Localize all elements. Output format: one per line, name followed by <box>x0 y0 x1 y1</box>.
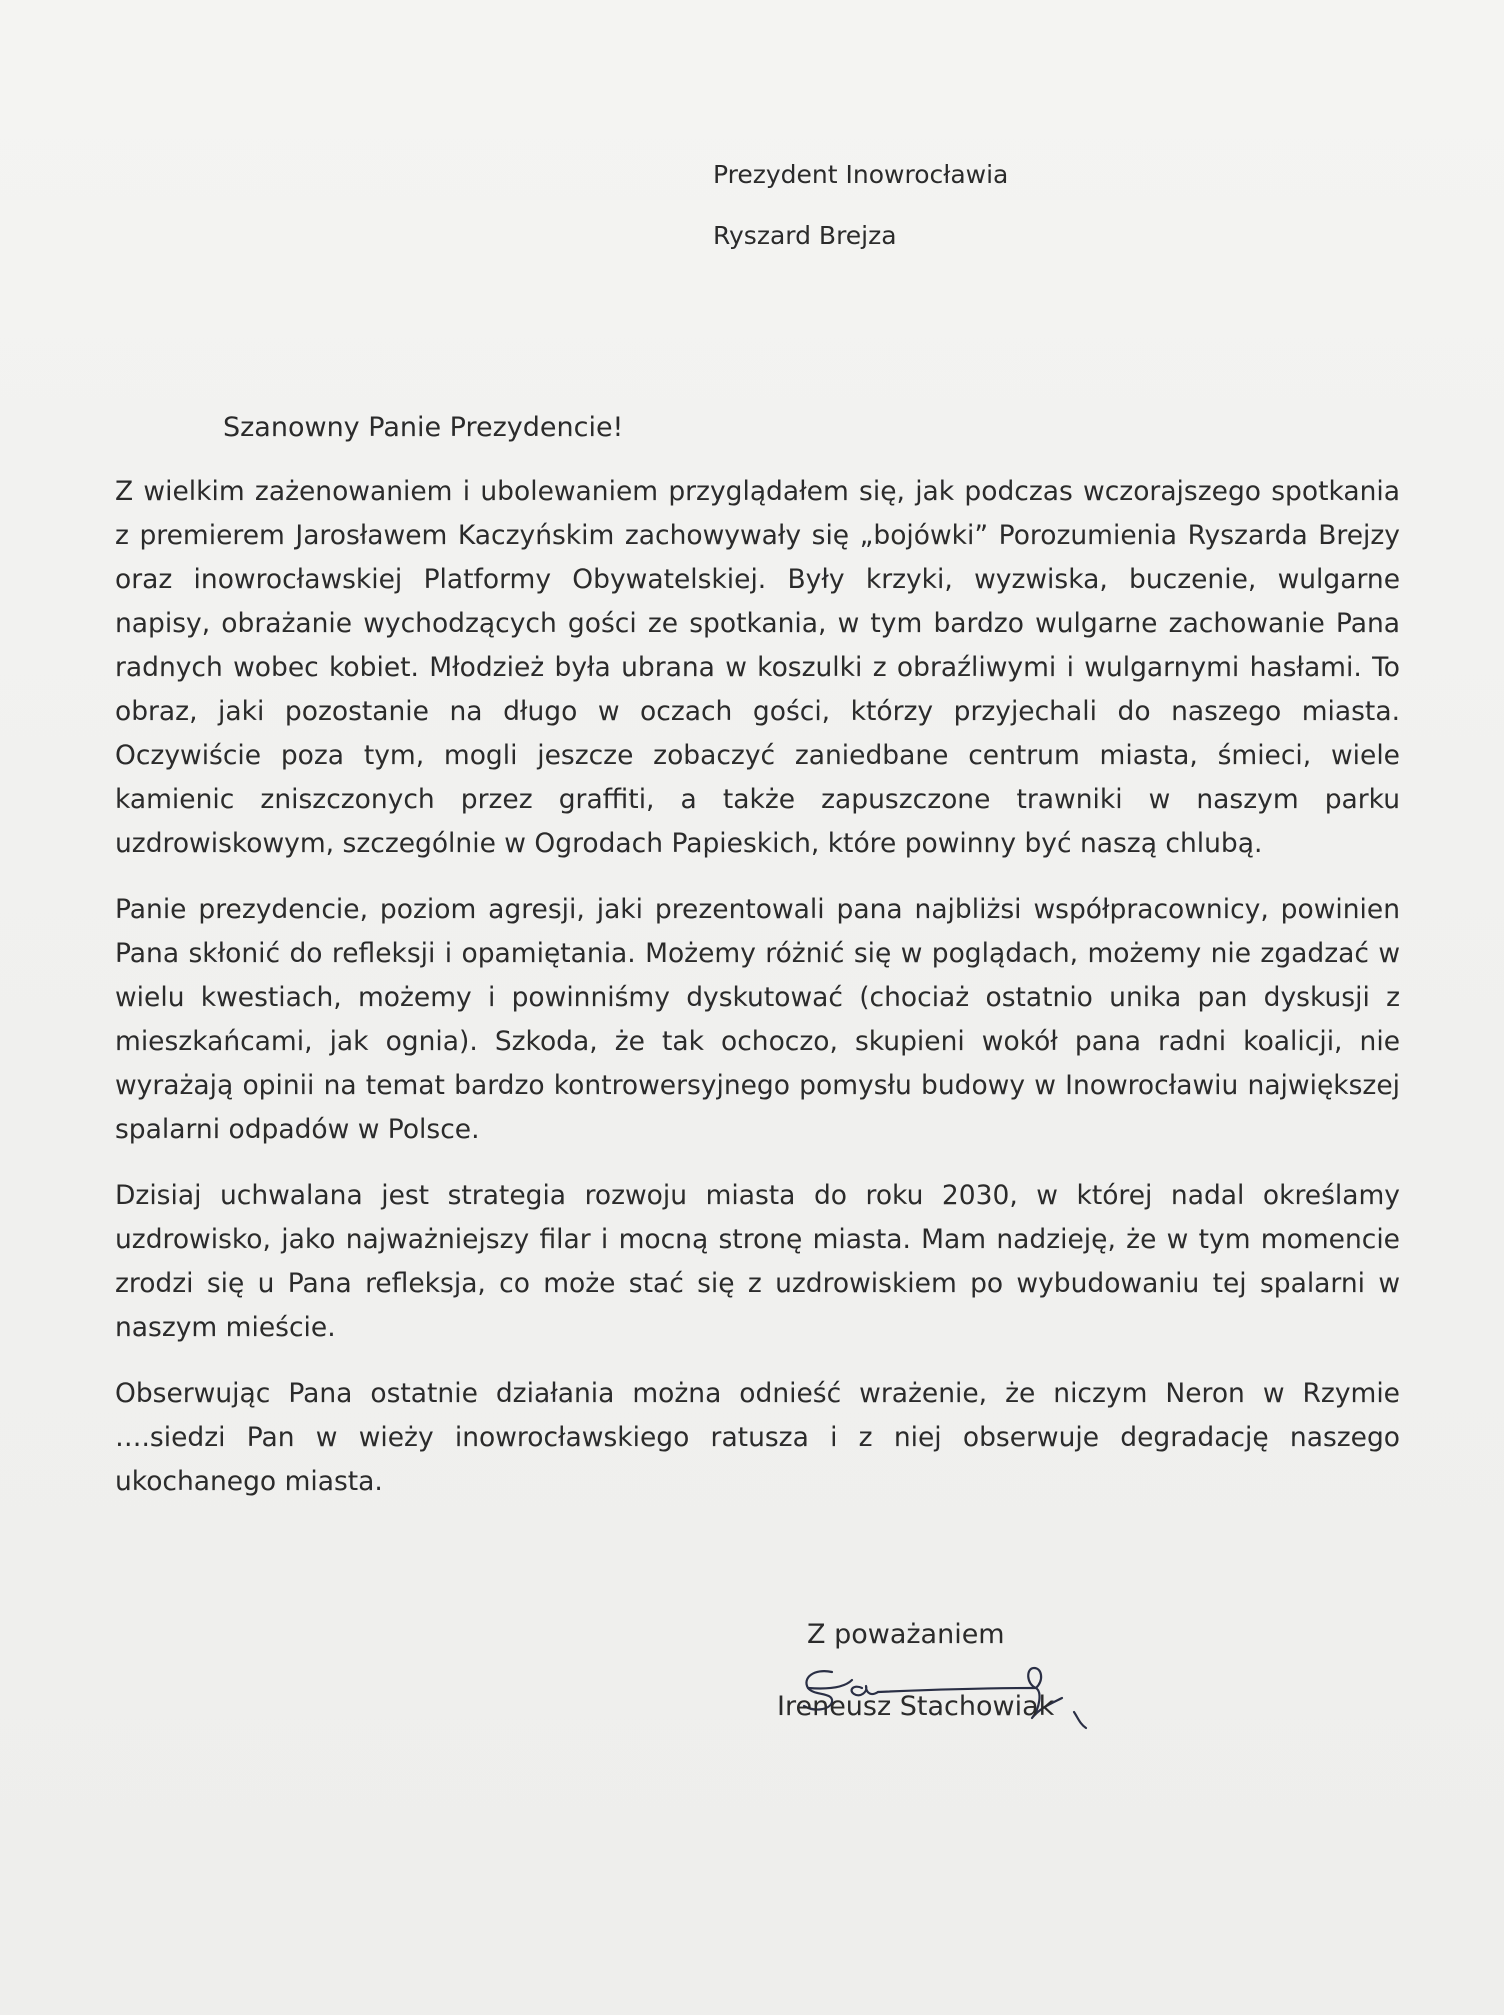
recipient-name: Ryszard Brejza <box>713 221 897 250</box>
paragraph-3: Dzisiaj uchwalana jest strategia rozwoju miasta do roku 2030, w której nadal określamy uzdrowisko, jako najważniejszy filar i mocną stronę miasta. Mam nadzieję, że w tym momencie zrodzi się u Pana refleksja, co może stać się z uzdrowiskiem po wybudowaniu tej spalarni w naszym mieście. <box>115 1180 1400 1343</box>
closing-block <box>774 1618 1114 1738</box>
signatory-name: Ireneusz Stachowiak <box>777 1691 1055 1722</box>
recipient-block <box>713 160 1008 251</box>
letter-body <box>115 470 1400 1526</box>
closing-greeting: Z poważaniem <box>807 1619 1005 1650</box>
salutation: Szanowny Panie Prezydencie! <box>223 412 624 443</box>
paragraph-2: Panie prezydencie, poziom agresji, jaki prezentowali pana najbliżsi współpracownicy, powinien Pana skłonić do refleksji i opamiętania. Możemy różnić się w poglądach, możemy nie zgadzać w wielu kwestiach, możemy i powinniśmy dyskutować (chociaż ostatnio unika pan dyskusji z mieszkańcami, jak ognia). Szkoda, że tak ochoczo, skupieni wokół pana radni koalicji, nie wyrażają opinii na temat bardzo kontrowersyjnego pomysłu budowy w Inowrocławiu największej spalarni odpadów w Polsce. <box>115 894 1400 1145</box>
paragraph-4: Obserwując Pana ostatnie działania można odnieść wrażenie, że niczym Neron w Rzymie ….siedzi Pan w wieży inowrocławskiego ratusza i z niej obserwuje degradację naszego ukochanego miasta. <box>115 1378 1400 1497</box>
paragraph-1: Z wielkim zażenowaniem i ubolewaniem przyglądałem się, jak podczas wczorajszego spotkania z premierem Jarosławem Kaczyńskim zachowywały się „bojówki” Porozumienia Ryszarda Brejzy oraz inowrocławskiej Platformy Obywatelskiej. Były krzyki, wyzwiska, buczenie, wulgarne napisy, obrażanie wychodzących gości ze spotkania, w tym bardzo wulgarne zachowanie Pana radnych wobec kobiet. Młodzież była ubrana w koszulki z obraźliwymi i wulgarnymi hasłami. To obraz, jaki pozostanie na długo w oczach gości, którzy przyjechali do naszego miasta. Oczywiście poza tym, mogli jeszcze zobaczyć zaniedbane centrum miasta, śmieci, wiele kamienic zniszczonych przez graffiti, a także zapuszczone trawniki w naszym parku uzdrowiskowym, szczególnie w Ogrodach Papieskich, które powinny być naszą chlubą. <box>115 476 1400 859</box>
recipient-title: Prezydent Inowrocławia <box>713 160 1009 189</box>
